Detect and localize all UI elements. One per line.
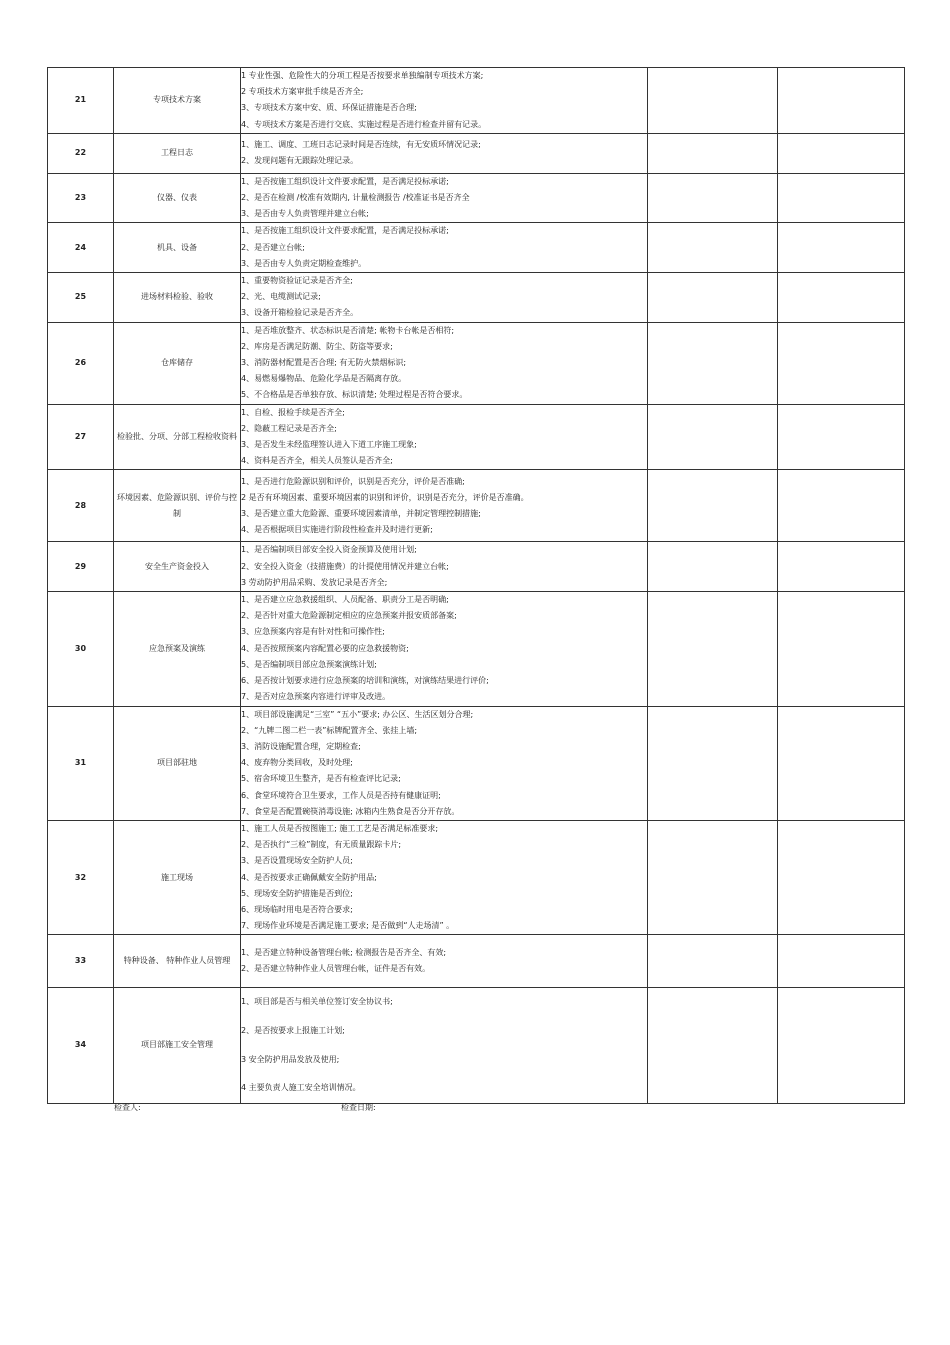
inspection-date-label: 检查日期: [341,1103,376,1112]
remarks-cell[interactable] [778,470,905,542]
table-row [48,592,905,706]
requirement-line: 2 是否有环境因素、重要环境因素的识别和评价，识别是否充分，评价是否准确。 [241,492,529,502]
requirement-line: 3、消防设施配置合理，定期检查; [241,741,361,751]
inspection-item: 特种设备、 特种作业人员管理 [114,935,241,988]
requirement-line: 3、是否由专人负责定期检查维护。 [241,258,367,268]
requirement-line: 1、重要物资验证记录是否齐全; [241,276,353,286]
remarks-cell[interactable] [778,322,905,404]
row-number: 26 [48,322,114,404]
inspection-item: 仓库储存 [114,322,241,404]
remarks-cell[interactable] [778,223,905,273]
row-number: 34 [48,988,114,1103]
inspection-item: 项目部施工安全管理 [114,988,241,1103]
table-row [48,173,905,223]
requirement-line: 3、应急预案内容是有针对性和可操作性; [241,627,385,637]
inspection-item: 项目部驻地 [114,706,241,820]
row-number: 27 [48,404,114,470]
requirement-line: 1、是否建立特种设备管理台帐; 检测报告是否齐全、有效; [241,948,447,958]
requirement-line: 2 专项技术方案审批手续是否齐全; [241,87,364,97]
result-cell[interactable] [648,133,778,173]
requirement-line: 1、施工人员是否按图施工; 施工工艺是否满足标准要求; [241,823,439,833]
requirement-line: 1、是否堆放整齐、状态标识是否清楚; 帐物卡台帐是否相符; [241,325,455,335]
requirement-line: 5、宿舍环境卫生整齐，是否有检查评比记录; [241,774,401,784]
inspection-item: 环境因素、危险源识别、评价与控制 [114,470,241,542]
result-cell[interactable] [648,988,778,1103]
requirement-line: 4、专项技术方案是否进行交底、实施过程是否进行检查并留有记录。 [241,119,487,129]
inspection-requirements [241,820,648,934]
requirement-line: 5、不合格品是否单独存放、标识清楚; 处理过程是否符合要求。 [241,390,468,400]
remarks-cell[interactable] [778,820,905,934]
requirement-line: 6、食堂环境符合卫生要求，工作人员是否持有健康证明; [241,790,441,800]
table-row [48,68,905,134]
requirement-line: 1 专业性强、危险性大的分项工程是否按要求单独编制专项技术方案; [241,71,484,80]
table-row [48,273,905,323]
result-cell[interactable] [648,470,778,542]
remarks-cell[interactable] [778,988,905,1103]
requirement-line: 2、隐蔽工程记录是否齐全; [241,423,337,433]
result-cell[interactable] [648,223,778,273]
result-cell[interactable] [648,935,778,988]
inspection-requirements [241,935,648,988]
result-cell[interactable] [648,68,778,134]
requirement-line: 4、是否按要求正确佩戴安全防护用品; [241,872,377,882]
inspection-item: 应急预案及演练 [114,592,241,706]
requirement-line: 2、是否按要求上报施工计划; [241,1025,345,1035]
result-cell[interactable] [648,592,778,706]
requirement-line: 3、专项技术方案中安、质、环保证措施是否合理; [241,103,417,113]
remarks-cell[interactable] [778,935,905,988]
table-row [48,935,905,988]
inspection-requirements [241,706,648,820]
requirement-line: 1、是否建立应急救援组织、人员配备、职责分工是否明确; [241,595,449,605]
requirement-line: 7、现场作业环境是否满足施工要求; 是否做到“人走场清” 。 [241,921,455,931]
requirement-line: 2、是否针对重大危险源制定相应的应急预案并报安质部备案; [241,611,457,621]
requirement-line: 2、“九牌二图二栏一表”标牌配置齐全、张挂上墙; [241,725,418,735]
inspection-item: 专项技术方案 [114,68,241,134]
requirement-line: 7、食堂是否配置碗筷消毒设施; 冰箱内生熟食是否分开存放。 [241,806,460,816]
requirement-line: 4、易燃易爆物品、危险化学品是否隔离存放。 [241,374,407,384]
row-number: 23 [48,173,114,223]
result-cell[interactable] [648,273,778,323]
inspection-table [47,67,905,1104]
requirement-line: 4 主要负责人施工安全培训情况。 [241,1083,361,1093]
requirement-line: 2、发现问题有无跟踪处理记录。 [241,156,359,166]
requirement-line: 2、是否建立台帐; [241,242,305,252]
row-number: 24 [48,223,114,273]
requirement-line: 5、是否编制项目部应急预案演练计划; [241,659,377,669]
requirement-line: 5、现场安全防护措施是否到位; [241,888,353,898]
requirement-line: 2、库房是否满足防潮、防尘、防盗等要求; [241,341,393,351]
row-number: 21 [48,68,114,134]
inspection-item: 检验批、分项、分部工程检收资料 [114,404,241,470]
requirement-line: 3 劳动防护用品采购、发放记录是否齐全; [241,577,388,587]
requirement-line: 4、废弃物分类回收，及时处理; [241,758,353,768]
inspection-requirements [241,542,648,592]
result-cell[interactable] [648,542,778,592]
table-row [48,223,905,273]
remarks-cell[interactable] [778,542,905,592]
inspection-requirements [241,988,648,1103]
inspection-item: 机具、设备 [114,223,241,273]
row-number: 22 [48,133,114,173]
inspection-requirements [241,592,648,706]
requirement-line: 2、是否建立特种作业人员管理台帐，证件是否有效。 [241,964,431,974]
row-number: 29 [48,542,114,592]
row-number: 30 [48,592,114,706]
inspection-requirements [241,404,648,470]
remarks-cell[interactable] [778,173,905,223]
requirement-line: 3 安全防护用品发放及使用; [241,1054,340,1064]
inspection-requirements [241,173,648,223]
row-number: 28 [48,470,114,542]
inspection-item: 工程日志 [114,133,241,173]
requirement-line: 4、资料是否齐全，相关人员签认是否齐全; [241,456,393,466]
remarks-cell[interactable] [778,133,905,173]
requirement-line: 1、项目部设施满足“三室” “五小”要求; 办公区、生活区划分合理; [241,709,474,719]
table-row [48,404,905,470]
row-number: 31 [48,706,114,820]
inspection-requirements [241,273,648,323]
requirement-line: 2、安全投入资金（技措施费）的计提使用情况并建立台帐; [241,561,449,571]
requirement-line: 6、是否按计划要求进行应急预案的培训和演练，对演练结果进行评价; [241,676,489,686]
table-row [48,322,905,404]
table-row [48,133,905,173]
result-cell[interactable] [648,706,778,820]
remarks-cell[interactable] [778,273,905,323]
inspection-item: 施工现场 [114,820,241,934]
table-row [48,706,905,820]
requirement-line: 3、是否设置现场安全防护人员; [241,856,353,866]
requirement-line: 2、光、电缆测试记录; [241,292,321,302]
requirement-line: 3、设备开箱检验记录是否齐全。 [241,308,359,318]
requirement-line: 4、是否按照预案内容配置必要的应急救援物资; [241,643,409,653]
table-row [48,988,905,1103]
inspector-label: 检查人: [114,1103,141,1112]
requirement-line: 7、是否对应急预案内容进行评审及改进。 [241,692,391,702]
requirement-line: 3、是否建立重大危险源、重要环境因素清单，并制定管理控制措施; [241,508,481,518]
inspection-requirements [241,68,648,134]
inspection-requirements [241,322,648,404]
requirement-line: 2、是否在检测 /校准有效期内, 计量检测报告 /校准证书是否齐全 [241,193,470,203]
requirement-line: 1、项目部是否与相关单位签订安全协议书; [241,997,393,1007]
inspection-requirements [241,223,648,273]
result-cell[interactable] [648,404,778,470]
result-cell[interactable] [648,173,778,223]
row-number: 25 [48,273,114,323]
requirement-line: 2、是否执行“三检”制度，有无质量跟踪卡片; [241,840,402,850]
inspection-item: 进场材料检验、验收 [114,273,241,323]
requirement-line: 1、是否按施工组织设计文件要求配置，是否满足投标承诺; [241,226,449,236]
table-row [48,542,905,592]
table-row [48,470,905,542]
inspection-requirements [241,133,648,173]
row-number: 33 [48,935,114,988]
requirement-line: 1、是否编制项目部安全投入资金预算及使用计划; [241,545,417,555]
table-row [48,820,905,934]
inspection-item: 仪器、仪表 [114,173,241,223]
requirement-line: 6、现场临时用电是否符合要求; [241,904,353,914]
remarks-cell[interactable] [778,592,905,706]
requirement-line: 1、是否按施工组织设计文件要求配置，是否满足投标承诺; [241,176,449,186]
row-number: 32 [48,820,114,934]
inspection-item: 安全生产资金投入 [114,542,241,592]
requirement-line: 3、是否发生未经监理签认进入下道工序施工现象; [241,440,417,450]
requirement-line: 3、是否由专人负责管理并建立台帐; [241,209,369,219]
inspection-requirements [241,470,648,542]
remarks-cell[interactable] [778,404,905,470]
requirement-line: 1、是否进行危险源识别和评价，识别是否充分，评价是否准确; [241,476,465,486]
requirement-line: 1、施工、调度、工班日志记录时间是否连续，有无安质环情况记录; [241,140,481,150]
result-cell[interactable] [648,820,778,934]
requirement-line: 4、是否根据项目实施进行阶段性检查并及时进行更新; [241,525,433,535]
requirement-line: 3、消防器材配置是否合理; 有无防火禁烟标识; [241,358,407,368]
requirement-line: 1、自检、报检手续是否齐全; [241,407,345,417]
remarks-cell[interactable] [778,68,905,134]
result-cell[interactable] [648,322,778,404]
remarks-cell[interactable] [778,706,905,820]
